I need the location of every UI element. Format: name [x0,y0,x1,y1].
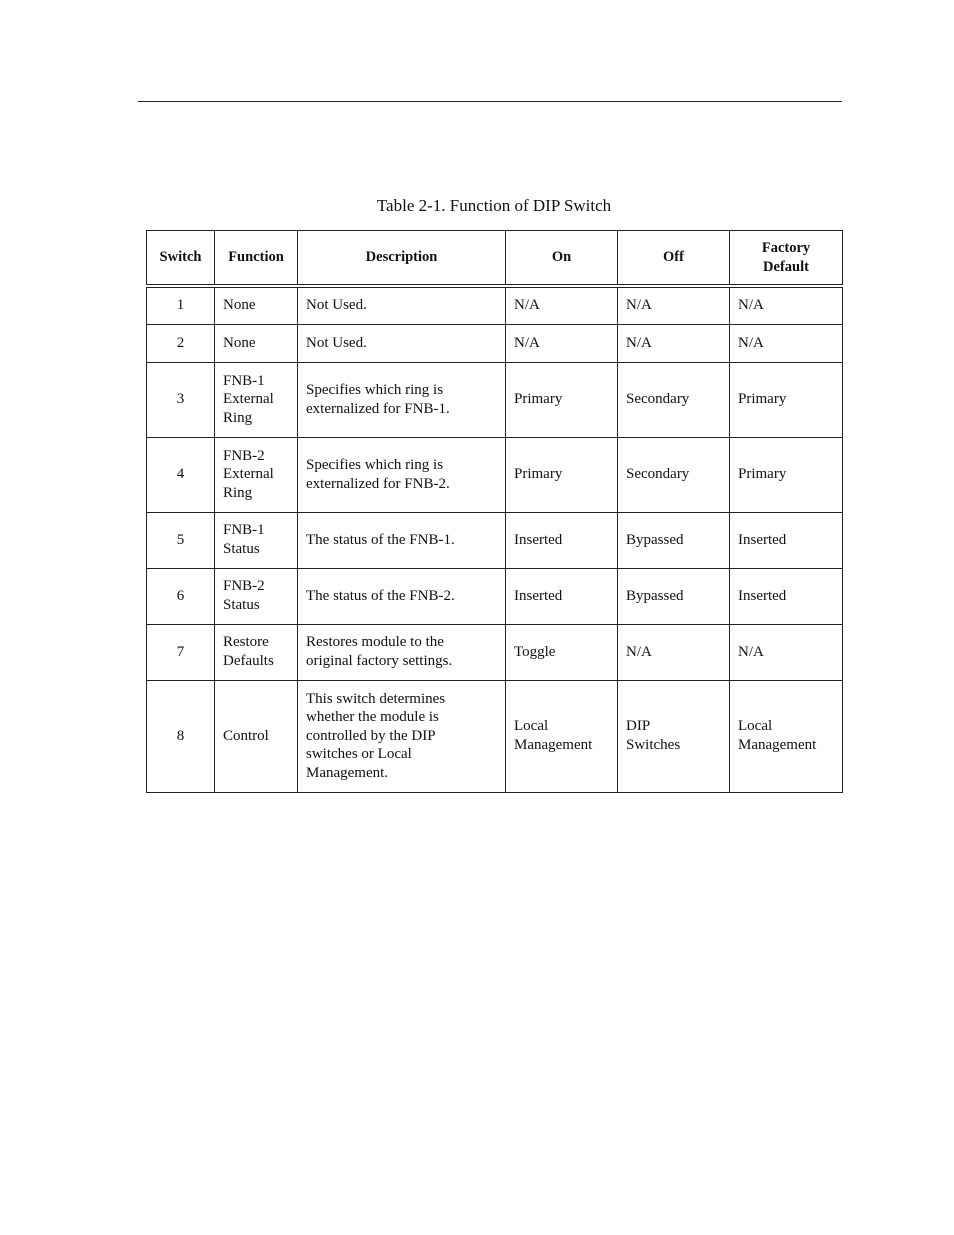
cell-function: FNB-1 Status [215,512,298,568]
cell-on: N/A [506,324,618,362]
cell-off: Bypassed [618,568,730,624]
cell-default: Local Management [730,680,843,792]
cell-off: Secondary [618,362,730,437]
cell-description: Specifies which ring is externalized for FNB-2. [298,437,506,512]
cell-function: FNB-1 External Ring [215,362,298,437]
cell-on: Inserted [506,512,618,568]
cell-default: N/A [730,624,843,680]
cell-off: N/A [618,324,730,362]
cell-off: Bypassed [618,512,730,568]
cell-off: N/A [618,624,730,680]
header-factory-default: Factory Default [730,231,843,287]
cell-description: The status of the FNB-2. [298,568,506,624]
cell-default: Primary [730,437,843,512]
cell-default: Inserted [730,568,843,624]
cell-function: Restore Defaults [215,624,298,680]
cell-off: N/A [618,286,730,324]
header-function: Function [215,231,298,287]
table-row [147,437,843,512]
header-on: On [506,231,618,287]
cell-default: Primary [730,362,843,437]
cell-function: None [215,324,298,362]
cell-default: N/A [730,324,843,362]
cell-description: The status of the FNB-1. [298,512,506,568]
cell-function: FNB-2 Status [215,568,298,624]
header-off: Off [618,231,730,287]
cell-description: Not Used. [298,324,506,362]
cell-switch: 7 [147,624,215,680]
cell-switch: 3 [147,362,215,437]
cell-off: DIP Switches [618,680,730,792]
cell-on: Local Management [506,680,618,792]
header-description: Description [298,231,506,287]
cell-description: This switch determines whether the module is controlled by the DIP switches or Local Management. [298,680,506,792]
cell-switch: 6 [147,568,215,624]
cell-description: Specifies which ring is externalized for FNB-1. [298,362,506,437]
cell-switch: 2 [147,324,215,362]
table-row [147,680,843,792]
table-row [147,362,843,437]
table-caption: Table 2-1. Function of DIP Switch [376,196,612,215]
cell-function: None [215,286,298,324]
table-row [147,512,843,568]
header-switch: Switch [147,231,215,287]
table-header-row [147,231,843,287]
table-row [147,568,843,624]
cell-switch: 8 [147,680,215,792]
cell-on: Primary [506,437,618,512]
cell-function: Control [215,680,298,792]
cell-function: FNB-2 External Ring [215,437,298,512]
cell-on: Inserted [506,568,618,624]
table-row [147,286,843,324]
cell-switch: 5 [147,512,215,568]
cell-switch: 4 [147,437,215,512]
cell-default: N/A [730,286,843,324]
cell-description: Not Used. [298,286,506,324]
dip-switch-table [146,230,843,793]
cell-default: Inserted [730,512,843,568]
cell-switch: 1 [147,286,215,324]
cell-on: N/A [506,286,618,324]
cell-off: Secondary [618,437,730,512]
cell-description: Restores module to the original factory settings. [298,624,506,680]
table-row [147,324,843,362]
header-rule [138,101,842,102]
cell-on: Primary [506,362,618,437]
table-row [147,624,843,680]
cell-on: Toggle [506,624,618,680]
